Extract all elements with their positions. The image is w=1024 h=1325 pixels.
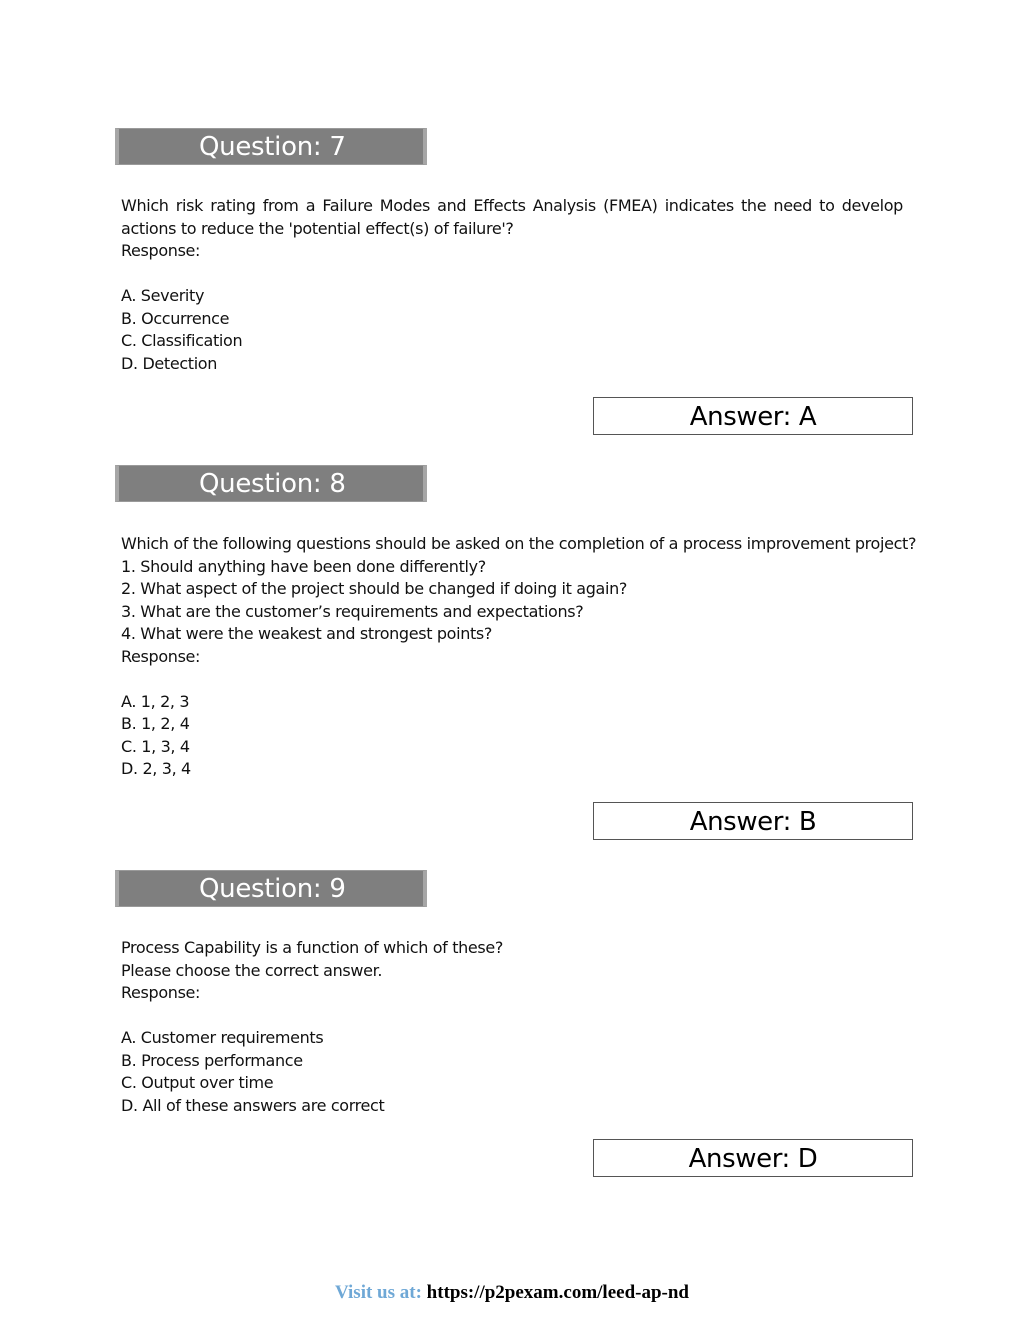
question-9-option-d: D. All of these answers are correct (121, 1095, 385, 1115)
question-8-stem-line-3: 2. What aspect of the project should be changed if doing it again? (121, 579, 628, 598)
question-7-body (121, 195, 903, 375)
question-8-title: Question: 8 (199, 469, 346, 499)
question-9-response-label: Response: (121, 983, 201, 1002)
footer-url-link[interactable]: https://p2pexam.com/leed-ap-nd (426, 1282, 689, 1303)
question-9-answer-box: Answer: D (593, 1139, 913, 1177)
question-9-option-c: C. Output over time (121, 1073, 274, 1092)
question-8-stem-line-1: Which of the following questions should be asked on the completion of a process improvement project? (121, 534, 917, 553)
question-9-stem-line-2: Please choose the correct answer. (121, 960, 383, 980)
question-7-answer-box: Answer: A (593, 397, 913, 435)
question-7-stem-line-1: Which risk rating from a Failure Modes and Effects Analysis (FMEA) indicates the need to develop (121, 196, 903, 215)
question-7-option-b: B. Occurrence (121, 308, 230, 328)
question-9-option-b: B. Process performance (121, 1050, 303, 1070)
question-8-option-b: B. 1, 2, 4 (121, 714, 190, 733)
question-8-stem-line-2: 1. Should anything have been done differently? (121, 556, 486, 576)
question-8-stem-line-5: 4. What were the weakest and strongest points? (121, 624, 493, 643)
page-footer (0, 1282, 1024, 1304)
question-8-answer-box: Answer: B (593, 802, 913, 840)
question-9-title: Question: 9 (199, 874, 346, 904)
question-8-response-label: Response: (121, 646, 201, 666)
question-7-option-c: C. Classification (121, 331, 243, 350)
question-7-option-d: D. Detection (121, 353, 218, 373)
question-8-body (121, 533, 917, 781)
question-7-response-label: Response: (121, 241, 201, 260)
question-8-stem-line-4: 3. What are the customer’s requirements and expectations? (121, 601, 584, 621)
question-8-header (115, 465, 427, 502)
question-8-option-a: A. 1, 2, 3 (121, 691, 190, 711)
question-9-option-a: A. Customer requirements (121, 1028, 324, 1047)
question-7-option-a: A. Severity (121, 286, 205, 305)
question-9-body (121, 937, 903, 1117)
question-9-stem-line-1: Process Capability is a function of which of these? (121, 938, 504, 957)
question-8-option-c: C. 1, 3, 4 (121, 736, 190, 756)
footer-visit-label: Visit us at: (335, 1282, 422, 1303)
question-9-header (115, 870, 427, 907)
question-7-title: Question: 7 (199, 132, 346, 162)
question-7-header (115, 128, 427, 165)
question-7-stem-line-2: actions to reduce the 'potential effect(s) of failure'? (121, 218, 514, 238)
question-8-option-d: D. 2, 3, 4 (121, 759, 191, 778)
